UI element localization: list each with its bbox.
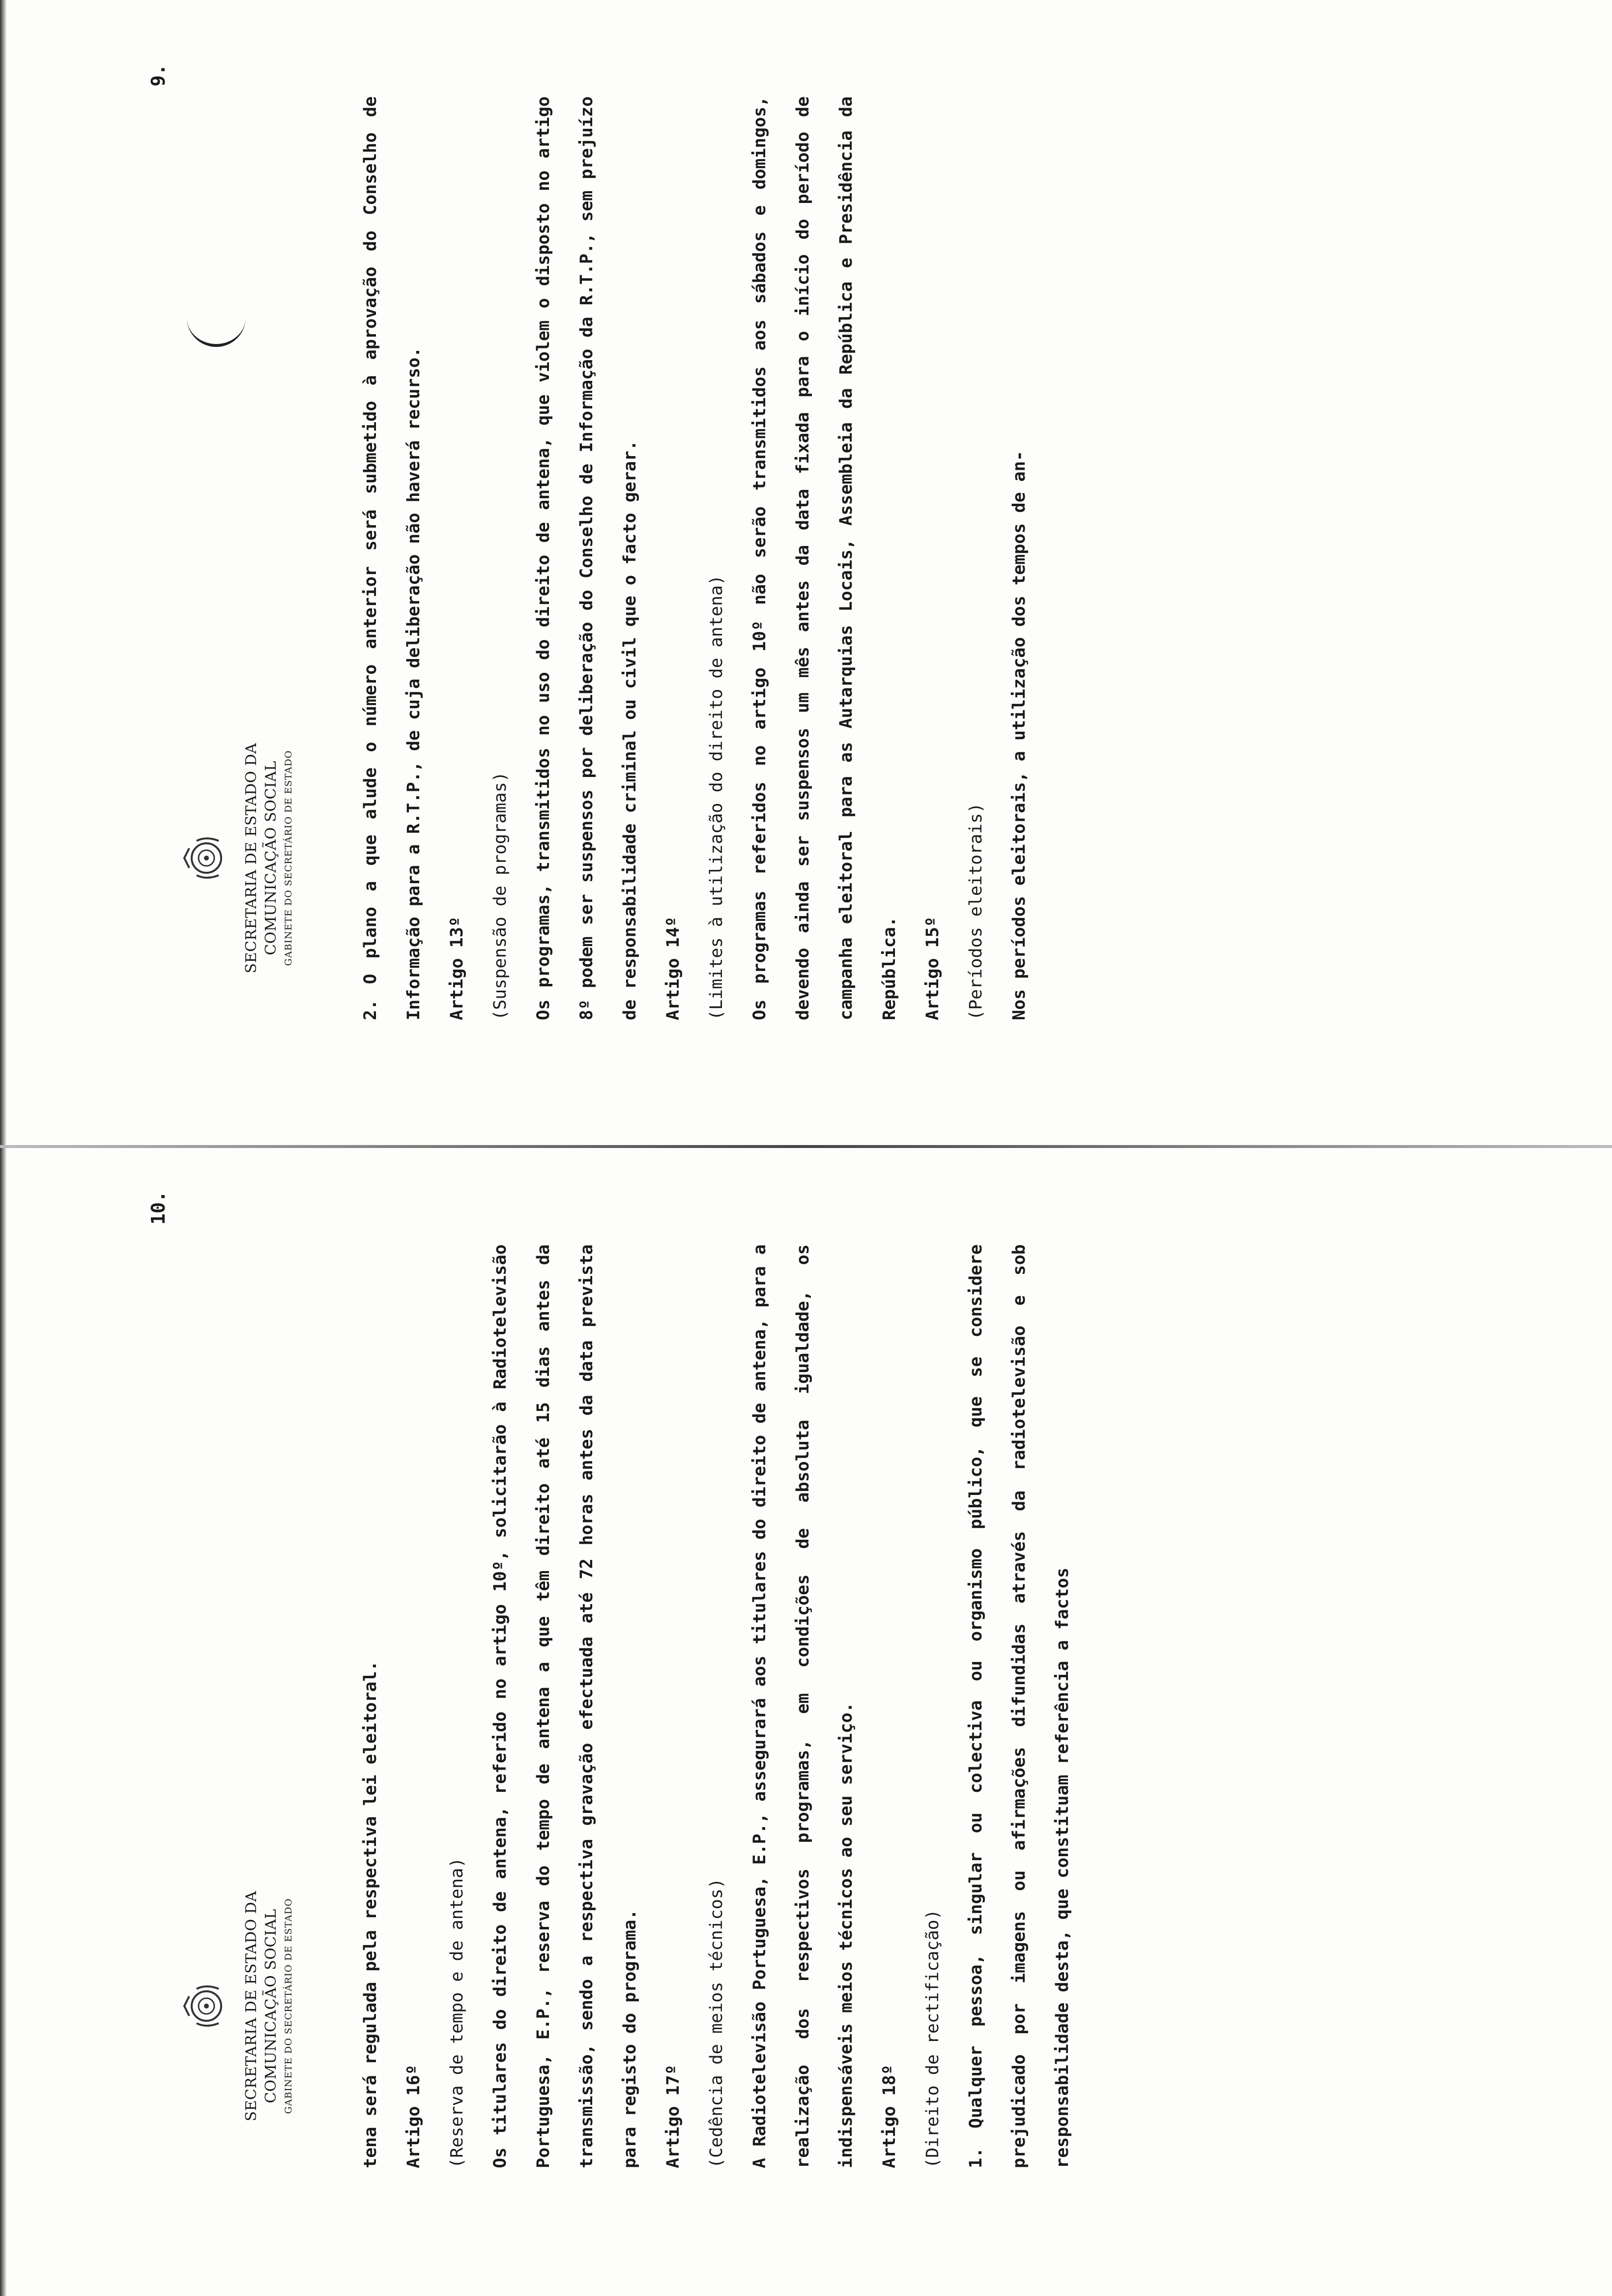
letterhead xyxy=(182,1829,296,2183)
article-subtitle: (Cedência de meios técnicos) xyxy=(707,1878,726,2168)
article-title: Artigo 15º xyxy=(923,917,943,1020)
paragraph: 1. Qualquer pessoa, singular ou colectiva ou organismo público, que se considere prejudicado por imagens ou afirmações difundidas através da radiotelevisão e sob responsabilidade desta, que constituam referência a factos xyxy=(966,1244,1072,2168)
scan-mark xyxy=(187,305,246,347)
article-subtitle: (Limites à utilização do direito de antena) xyxy=(707,574,726,1020)
article-subtitle: (Direito de rectificação) xyxy=(923,1909,943,2168)
paragraph: Os programas referidos no artigo 10º não serão transmitidos aos sábados e domingos, devendo ainda ser suspensos um mês antes da data fixada para o início do período de campanha eleitoral para as Autarquias Locais, Assembleia da República e Presidência da República. xyxy=(750,96,899,1020)
paragraph: A Radiotelevisão Portuguesa, E.P., assegurará aos titulares do direito de antena, para a realização dos respectivos programas, em condições de absoluta igualdade, os indispensáveis meios técnicos ao seu serviço. xyxy=(750,1244,856,2168)
paragraph: tena será regulada pela respectiva lei eleitoral. xyxy=(361,1661,380,2168)
article-subtitle: (Suspensão de programas) xyxy=(490,772,510,1020)
article-title: Artigo 14º xyxy=(663,917,683,1020)
paragraph: Nos períodos eleitorais, a utilização dos tempos de an- xyxy=(1009,451,1029,1020)
article-subtitle: (Períodos eleitorais) xyxy=(966,803,986,1020)
paragraph: 2. O plano a que alude o número anterior será submetido à aprovação do Conselho de Informação para a R.T.P., de cuja deliberação não haverá recurso. xyxy=(361,96,424,1020)
page-number: 10. xyxy=(147,1191,169,1225)
ministry-name: SECRETARIA DE ESTADO DA COMUNICAÇÃO SOCIAL xyxy=(243,1891,280,2122)
office-name: GABINETE DO SECRETÁRIO DE ESTADO xyxy=(283,750,294,966)
ministry-name: SECRETARIA DE ESTADO DA COMUNICAÇÃO SOCIAL xyxy=(243,743,280,974)
article-title: Artigo 18º xyxy=(880,2065,899,2168)
coat-of-arms-seal-icon xyxy=(182,821,231,895)
page-10 xyxy=(0,1148,1612,2296)
paragraph: Os titulares do direito de antena, referido no artigo 10º, solicitarão à Radiotelevisão Portuguesa, E.P., reserva do tempo de antena a que têm direito até 15 dias antes da transmissão, sendo a respectiva gravação efectuada até 72 horas antes da data prevista para registo do programa. xyxy=(490,1244,640,2168)
page-number: 9. xyxy=(147,64,169,86)
letterhead xyxy=(182,681,296,1035)
paragraph: Os programas, transmitidos no uso do direito de antena, que violem o disposto no artigo 8º podem ser suspensos por deliberação do Conselho de Informação da R.T.P., sem prejuízo de responsabilidade criminal ou civil que o facto gerar. xyxy=(534,96,640,1020)
coat-of-arms-seal-icon xyxy=(182,1969,231,2043)
article-title: Artigo 16º xyxy=(404,2065,424,2168)
article-title: Artigo 13º xyxy=(447,917,467,1020)
office-name: GABINETE DO SECRETÁRIO DE ESTADO xyxy=(283,1898,294,2114)
page-body xyxy=(349,96,1041,1020)
article-title: Artigo 17º xyxy=(663,2065,683,2168)
article-subtitle: (Reserva de tempo e de antena) xyxy=(447,1857,467,2168)
page-body xyxy=(349,1244,1084,2168)
